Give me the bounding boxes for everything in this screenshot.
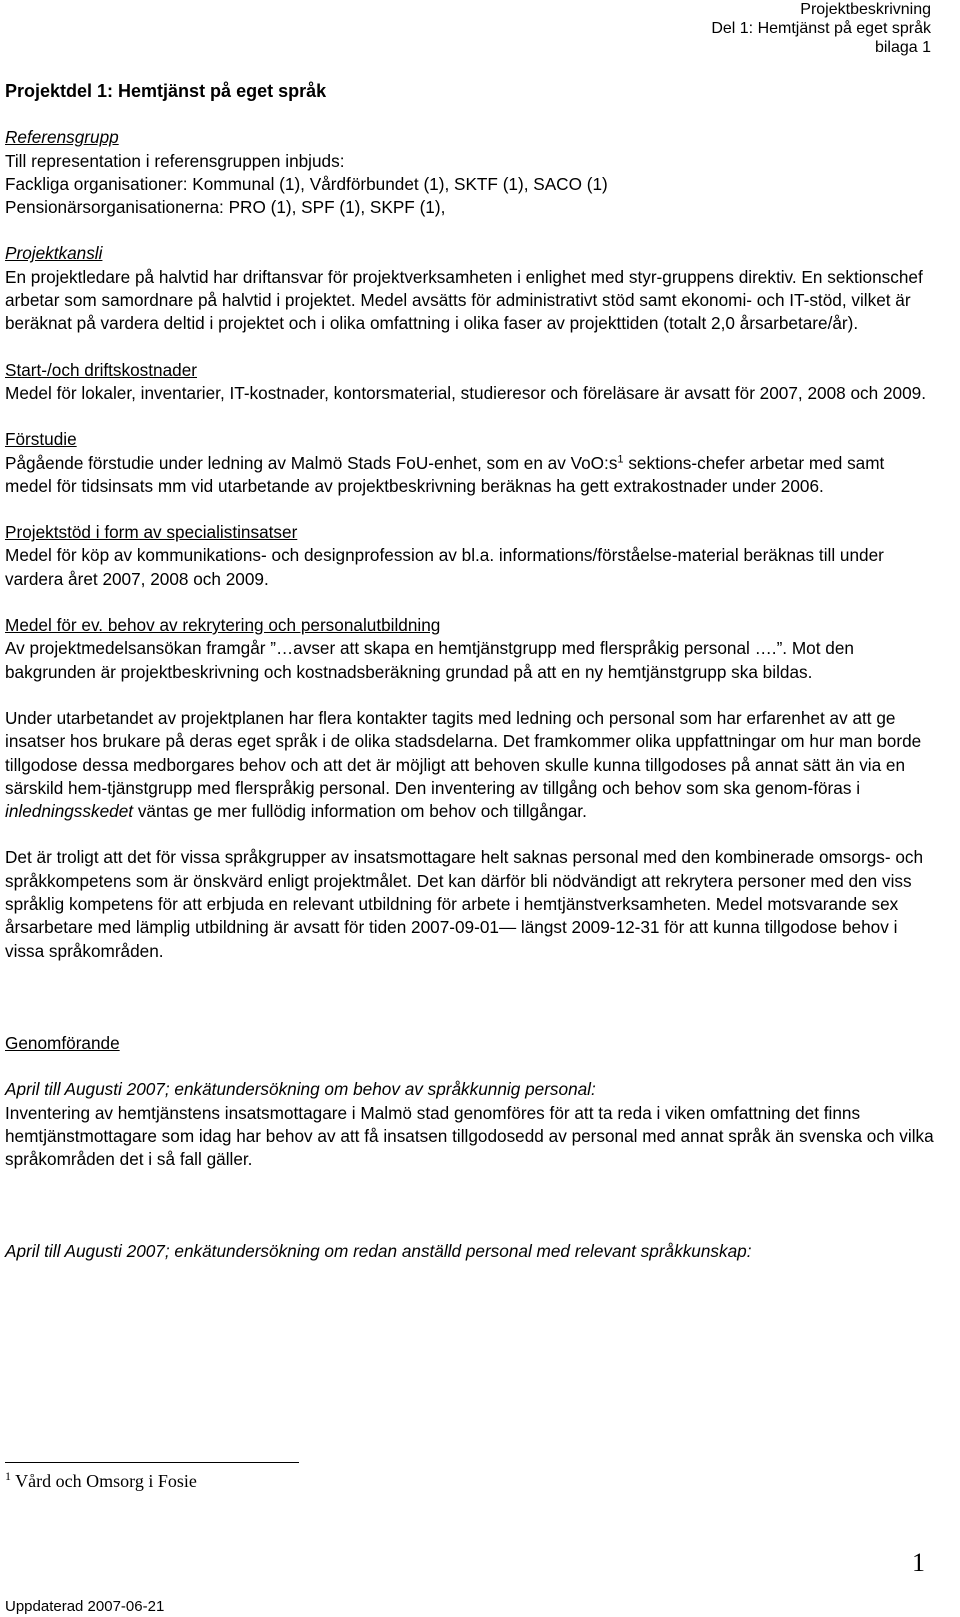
page-title: Projektdel 1: Hemtjänst på eget språk [5, 81, 327, 101]
section-referensgrupp [5, 126, 935, 219]
header-doc-type: Projektbeskrivning [800, 1, 931, 18]
text-line: Fackliga organisationer: Kommunal (1), Vårdförbundet (1), SKTF (1), SACO (1) [5, 173, 608, 194]
footnote-separator [5, 1462, 299, 1463]
paragraph-utarbetandet [5, 707, 935, 823]
section-forstudie [5, 428, 935, 498]
header-part: Del 1: Hemtjänst på eget språk [711, 20, 931, 37]
subheading: April till Augusti 2007; enkätundersökning om redan anställd personal med relevant språkkunskap: [5, 1241, 752, 1262]
footnote-text: Vård och Omsorg i Fosie [11, 1471, 197, 1491]
paragraph-troligt: Det är troligt att det för vissa språkgrupper av insatsmottagare helt saknas personal med den kombinerade omsorgs- och språkkompetens som är önskvärd enligt projektmålet. Det kan därför bli nödvändigt att rekrytera personer med den viss språklig kompetens för att erbjuda en relevant utbildning för arbete i hemtjänstverksamheten. Medel motsvarande sex årsarbetare med lämplig utbildning är avsatt för tiden 2007-09-01— längst 2009-12-31 för att kunna tillgodose behov i vissa språkområden. [5, 847, 924, 961]
section-heading: Start-/och driftskostnader [5, 359, 198, 380]
section-heading: Projektkansli [5, 243, 103, 264]
header-attachment: bilaga 1 [874, 39, 931, 56]
footnote-number: 1 [5, 1469, 11, 1483]
text-run: sektions-chefer arbetar med samt medel för tidsinsats mm vid utarbetande av projektbeskrivning beräknas ha gett extrakostnader under 2006. [5, 452, 885, 496]
footnote-ref: 1 [617, 452, 624, 465]
section-medel [5, 614, 935, 684]
section-projektkansli [5, 242, 935, 335]
text-run: väntas ge mer fullödig information om behov och tillgångar. [133, 801, 587, 822]
text-run: Under utarbetandet av projektplanen har flera kontakter tagits med ledning och personal som har erfarenhet av att ge insatser hos brukare på deras eget språk i de olika stadsdelarna. Det framkommer olika uppfattningar om hur man borde tillgodose dessa medborgares behov och att det är möjligt att behoven skulle kunna tillgodoses på annat sätt än via en särskild hem-tjänstgrupp med flerspråkig personal. Den inventering av tillgång och behov som ska genom-föras i [5, 707, 922, 798]
page-header [711, 0, 931, 57]
text-line: Pensionärsorganisationerna: PRO (1), SPF (1), SKPF (1), [5, 197, 446, 218]
paragraph: Medel för köp av kommunikations- och designprofession av bl.a. informations/förståelse-material beräknas till under vardera året 2007, 2008 och 2009. [5, 545, 884, 589]
document-body [5, 80, 935, 1264]
text-line: Till representation i referensgruppen inbjuds: [5, 150, 345, 171]
subheading: April till Augusti 2007; enkätundersökning om behov av språkkunnig personal: [5, 1079, 596, 1100]
section-genomforande-heading [5, 1032, 935, 1055]
paragraph: Inventering av hemtjänstens insatsmottagare i Malmö stad genomföres för att ta reda i viken omfattning det finns hemtjänstmottagare som idag har behov av att få insatsen tillgodosedd av personal med annat språk än svenska och vilka språkområden det i så fall gäller. [5, 1102, 934, 1170]
spacer [5, 986, 935, 1032]
section-genomforande-enkat1 [5, 1078, 935, 1171]
paragraph: En projektledare på halvtid har driftansvar för projektverksamheten i enlighet med styr-gruppens direktiv. En sektionschef arbetar som samordnare på halvtid i projektet. Medel avsätts för administrativt stöd samt ekonomi- och IT-stöd, vilket är beräknat på vardera deltid i projektet och i olika omfattning i olika faser av projekttiden (totalt 2,0 årsarbetare/år). [5, 266, 923, 334]
text-run-italic: inledningsskedet [5, 801, 134, 822]
page-number: 1 [912, 1548, 925, 1577]
paragraph: Medel för lokaler, inventarier, IT-kostnader, kontorsmaterial, studieresor och föreläsare är avsatt för 2007, 2008 och 2009. [5, 382, 926, 403]
text-run: Pågående förstudie under ledning av Malmö Stads FoU-enhet, som en av VoO:s [5, 452, 618, 473]
section-heading: Förstudie [5, 429, 77, 450]
section-heading: Projektstöd i form av specialistinsatser [5, 522, 298, 543]
footnote [5, 1471, 197, 1492]
spacer [5, 1194, 935, 1240]
paragraph [5, 452, 935, 499]
section-projektstod [5, 521, 935, 591]
section-heading: Medel för ev. behov av rekrytering och personalutbildning [5, 615, 441, 636]
footer-updated: Uppdaterad 2007-06-21 [5, 1598, 165, 1615]
section-heading: Referensgrupp [5, 127, 119, 148]
paragraph: Av projektmedelsansökan framgår ”…avser att skapa en hemtjänstgrupp med flerspråkig personal ….”. Mot den bakgrunden är projektbeskrivning och kostnadsberäkning grundad på att en ny hemtjänstgrupp ska bildas. [5, 638, 854, 682]
section-start-driftskostnader [5, 359, 935, 406]
section-heading: Genomförande [5, 1032, 120, 1053]
